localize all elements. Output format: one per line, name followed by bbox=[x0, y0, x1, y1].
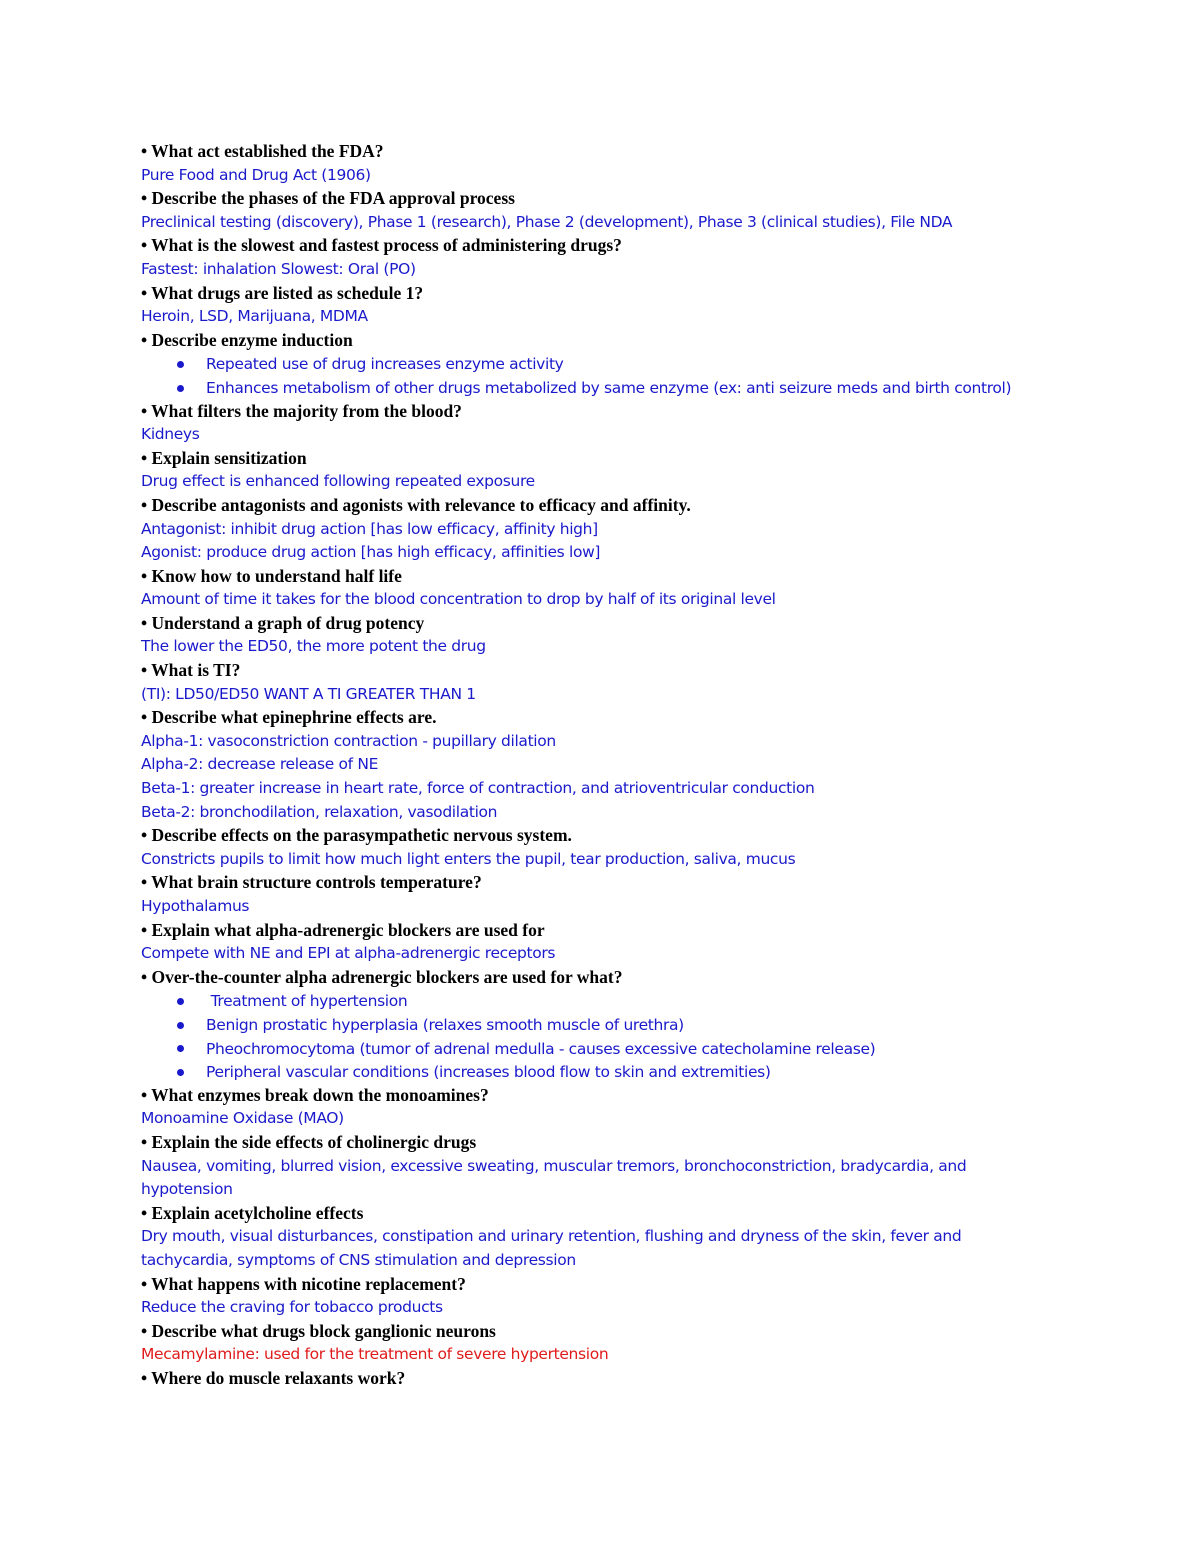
bullet-dot-icon bbox=[177, 1045, 184, 1052]
question: • Describe what drugs block ganglionic neurons bbox=[141, 1320, 496, 1341]
study-guide bbox=[141, 140, 1141, 1390]
answer: Alpha-1: vasoconstriction contraction - pupillary dilation bbox=[141, 731, 556, 750]
bullet-dot-icon bbox=[177, 361, 184, 368]
answer: Nausea, vomiting, blurred vision, excessive sweating, muscular tremors, bronchoconstriction, bradycardia, and bbox=[141, 1156, 967, 1175]
bullet-dot-icon bbox=[177, 1022, 184, 1029]
question: • Understand a graph of drug potency bbox=[141, 612, 425, 633]
answer: Dry mouth, visual disturbances, constipation and urinary retention, flushing and dryness of the skin, fever and bbox=[141, 1227, 962, 1246]
answer: hypotension bbox=[141, 1180, 233, 1199]
bullet-item bbox=[141, 989, 1141, 1013]
bullet-text: Benign prostatic hyperplasia (relaxes smooth muscle of urethra) bbox=[206, 1015, 684, 1034]
answer: Beta-1: greater increase in heart rate, force of contraction, and atrioventricular conduction bbox=[141, 779, 815, 798]
answer: Pure Food and Drug Act (1906) bbox=[141, 165, 371, 184]
bullet-dot-icon bbox=[177, 1069, 184, 1076]
answer: Mecamylamine: used for the treatment of severe hypertension bbox=[141, 1345, 609, 1364]
question: • What is the slowest and fastest process of administering drugs? bbox=[141, 235, 622, 256]
question: • Describe enzyme induction bbox=[141, 329, 353, 350]
answer: Beta-2: bronchodilation, relaxation, vasodilation bbox=[141, 802, 498, 821]
bullet-text: Treatment of hypertension bbox=[206, 992, 408, 1011]
question: • Over-the-counter alpha adrenergic blockers are used for what? bbox=[141, 966, 623, 987]
answer: (TI): LD50/ED50 WANT A TI GREATER THAN 1 bbox=[141, 684, 476, 703]
question: • What filters the majority from the blood? bbox=[141, 400, 462, 421]
question: • Explain the side effects of cholinergic drugs bbox=[141, 1131, 477, 1152]
answer: Constricts pupils to limit how much light enters the pupil, tear production, saliva, mucus bbox=[141, 849, 796, 868]
answer: tachycardia, symptoms of CNS stimulation and depression bbox=[141, 1250, 576, 1269]
question: • Describe effects on the parasympathetic nervous system. bbox=[141, 825, 572, 846]
question: • Explain what alpha-adrenergic blockers are used for bbox=[141, 919, 545, 940]
question: • Explain sensitization bbox=[141, 447, 307, 468]
question: • Describe antagonists and agonists with relevance to efficacy and affinity. bbox=[141, 494, 691, 515]
answer: Heroin, LSD, Marijuana, MDMA bbox=[141, 307, 368, 326]
question: • Know how to understand half life bbox=[141, 565, 402, 586]
bullet-item bbox=[141, 1037, 1141, 1061]
question: • Describe the phases of the FDA approval process bbox=[141, 188, 515, 209]
bullet-dot-icon bbox=[177, 998, 184, 1005]
answer: Drug effect is enhanced following repeated exposure bbox=[141, 472, 535, 491]
answer: Antagonist: inhibit drug action [has low efficacy, affinity high] bbox=[141, 519, 598, 538]
bullet-item bbox=[141, 376, 1141, 400]
question: • What brain structure controls temperature? bbox=[141, 872, 482, 893]
bullet-text: Pheochromocytoma (tumor of adrenal medulla - causes excessive catecholamine release) bbox=[206, 1039, 876, 1058]
answer: The lower the ED50, the more potent the drug bbox=[141, 637, 486, 656]
bullet-text: Peripheral vascular conditions (increases blood flow to skin and extremities) bbox=[206, 1063, 771, 1082]
bullet-item bbox=[141, 1060, 1141, 1084]
question: • Describe what epinephrine effects are. bbox=[141, 707, 437, 728]
answer: Amount of time it takes for the blood concentration to drop by half of its original level bbox=[141, 590, 776, 609]
bullet-item bbox=[141, 352, 1141, 376]
answer: Reduce the craving for tobacco products bbox=[141, 1298, 443, 1317]
question: • What happens with nicotine replacement? bbox=[141, 1273, 466, 1294]
bullet-text: Enhances metabolism of other drugs metabolized by same enzyme (ex: anti seizure meds and birth control) bbox=[206, 378, 1012, 397]
bullet-text: Repeated use of drug increases enzyme activity bbox=[206, 355, 564, 374]
question: • What act established the FDA? bbox=[141, 141, 384, 161]
answer: Kidneys bbox=[141, 425, 200, 444]
question: • Where do muscle relaxants work? bbox=[141, 1367, 406, 1388]
answer: Hypothalamus bbox=[141, 897, 250, 915]
question: • Explain acetylcholine effects bbox=[141, 1202, 364, 1223]
question: • What is TI? bbox=[141, 660, 241, 681]
answer: Compete with NE and EPI at alpha-adrenergic receptors bbox=[141, 944, 556, 963]
question: • What drugs are listed as schedule 1? bbox=[141, 282, 424, 303]
bullet-item bbox=[141, 1013, 1141, 1037]
answer: Alpha-2: decrease release of NE bbox=[141, 755, 379, 774]
question: • What enzymes break down the monoamines? bbox=[141, 1084, 489, 1105]
answer: Monoamine Oxidase (MAO) bbox=[141, 1109, 344, 1128]
answer: Fastest: inhalation Slowest: Oral (PO) bbox=[141, 259, 416, 278]
bullet-dot-icon bbox=[177, 385, 184, 392]
answer: Agonist: produce drug action [has high efficacy, affinities low] bbox=[141, 543, 601, 562]
answer: Preclinical testing (discovery), Phase 1 (research), Phase 2 (development), Phase 3 (clinical studies), File NDA bbox=[141, 212, 953, 231]
